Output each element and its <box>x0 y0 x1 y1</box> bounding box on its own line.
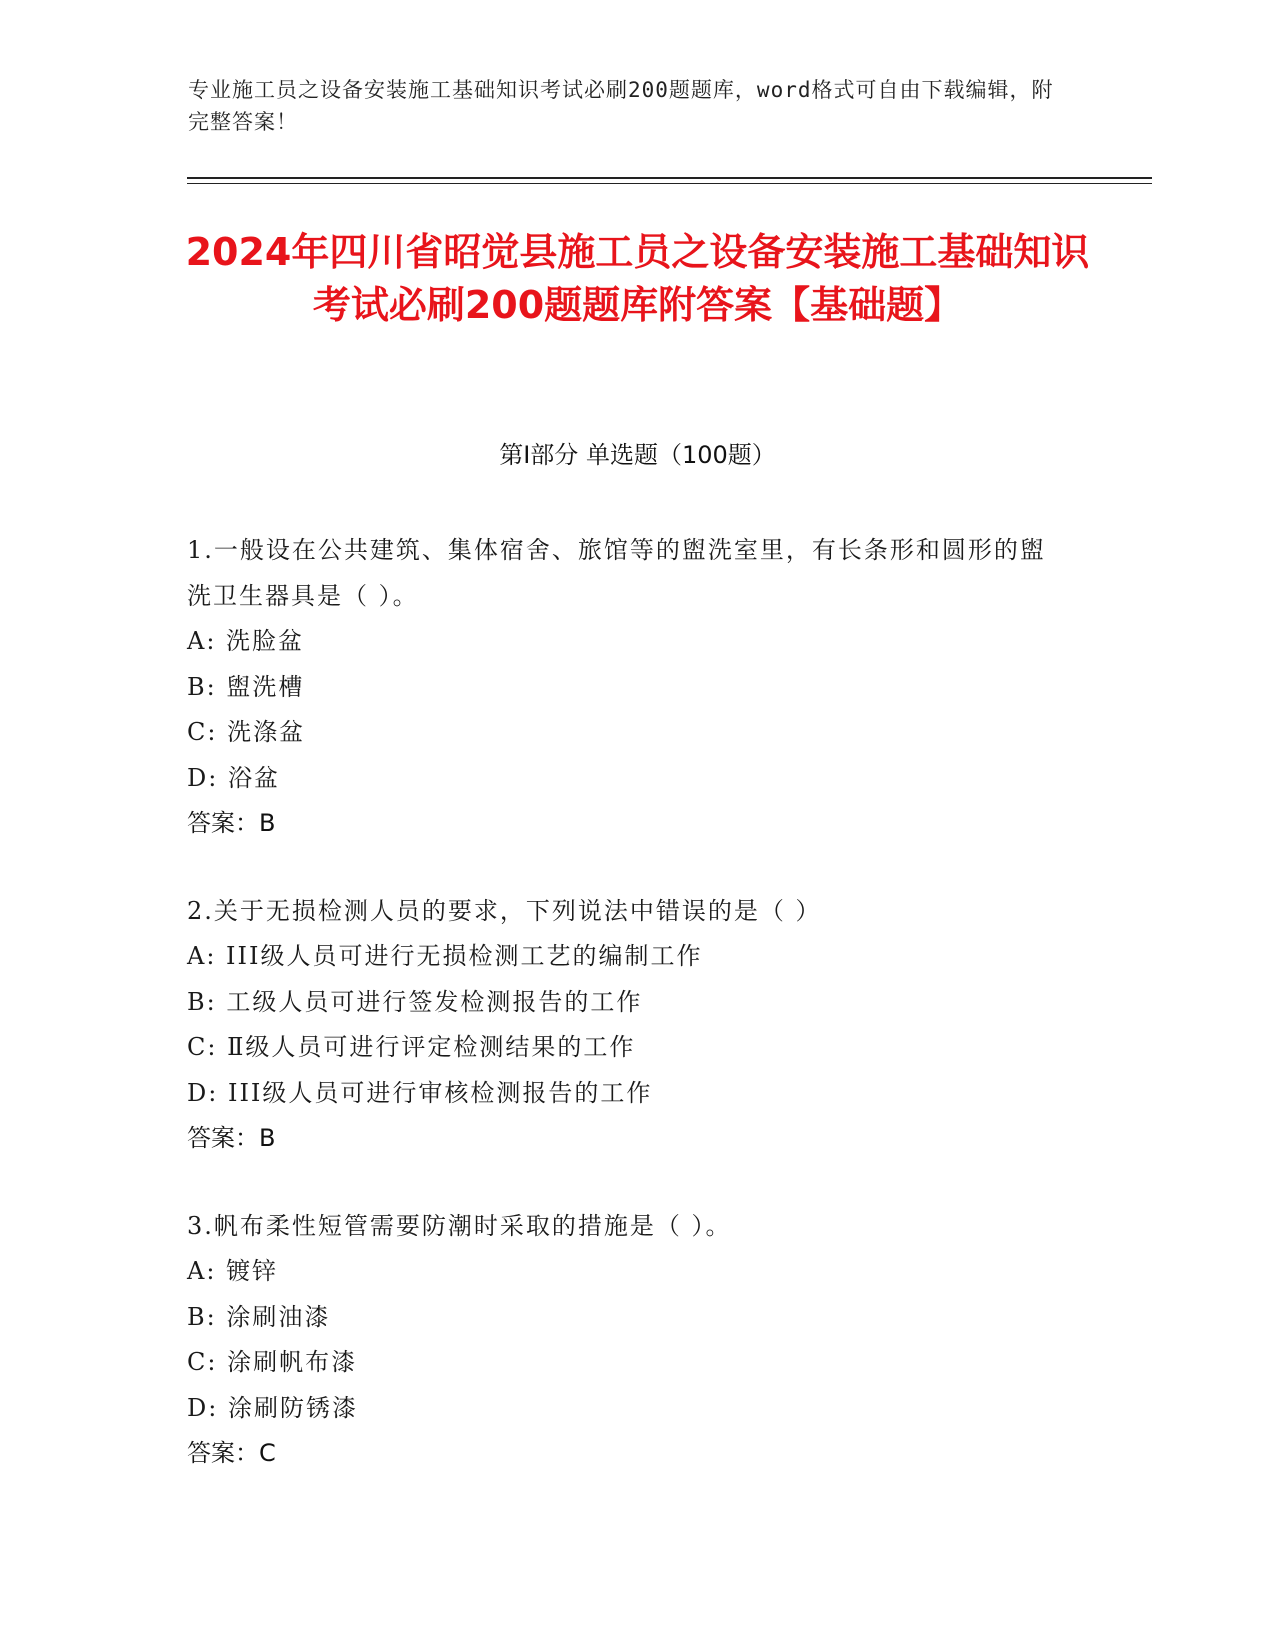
option-b: B: 工级人员可进行签发检测报告的工作 <box>187 987 643 1016</box>
option-b: B: 盥洗槽 <box>187 672 305 701</box>
option-d: D: 浴盆 <box>187 763 280 792</box>
option-a: A: 洗脸盆 <box>187 627 305 655</box>
option-c: C: 洗涤盆 <box>187 718 306 746</box>
question-stem: 3.帆布柔性短管需要防潮时采取的措施是（ ）。 <box>187 1211 732 1240</box>
option-d: D: 涂刷防锈漆 <box>187 1393 358 1422</box>
header-divider-thick <box>187 177 1152 179</box>
question-1 <box>187 528 1067 847</box>
question-stem: 1.一般设在公共建筑、集体宿舍、旅馆等的盥洗室里，有长条形和圆形的盥洗卫生器具是（ ）。 <box>187 536 1046 610</box>
header-divider-thin <box>187 183 1152 184</box>
question-2 <box>187 889 1067 1162</box>
answer-line: 答案：C <box>187 1439 276 1467</box>
option-a: A: 镀锌 <box>187 1257 279 1285</box>
header-note: 专业施工员之设备安装施工基础知识考试必刷200题题库，word格式可自由下载编辑，附完整答案！ <box>188 78 1054 134</box>
option-d: D: III级人员可进行审核检测报告的工作 <box>187 1078 653 1107</box>
option-a: A: III级人员可进行无损检测工艺的编制工作 <box>187 942 703 970</box>
answer-line: 答案：B <box>187 1124 276 1152</box>
option-c: C: Ⅱ级人员可进行评定检测结果的工作 <box>187 1033 636 1061</box>
section-heading: 第Ⅰ部分 单选题（100题） <box>499 441 776 469</box>
option-b: B: 涂刷油漆 <box>187 1302 331 1331</box>
answer-line: 答案：B <box>187 809 276 837</box>
question-list <box>187 528 1067 1519</box>
document-title: 2024年四川省昭觉县施工员之设备安装施工基础知识考试必刷200题题库附答案【基础题】 <box>185 230 1090 327</box>
question-3 <box>187 1204 1067 1477</box>
question-stem: 2.关于无损检测人员的要求，下列说法中错误的是（ ） <box>187 896 822 925</box>
option-c: C: 涂刷帆布漆 <box>187 1348 358 1376</box>
